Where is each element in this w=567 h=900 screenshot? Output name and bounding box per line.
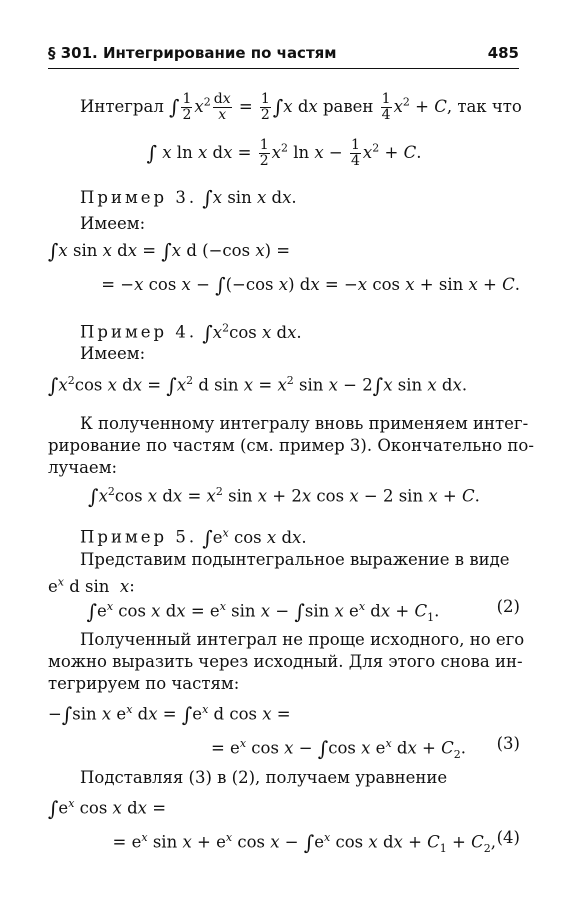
text-line: можно выразить через исходный. Для этого снова ин- [48, 652, 523, 671]
text-line [48, 572, 520, 597]
formula-line: −∫sin x $e^x$ dx = $\int e^x$ d cos x = [48, 702, 291, 727]
equation-number: (3) [496, 734, 520, 753]
text-line: лучаем: [48, 458, 118, 477]
text-line: Полученный интеграл не проще исходного, но его [80, 630, 525, 649]
formula: $\int e^x$ cos x dx. [202, 525, 307, 550]
example-heading [80, 318, 520, 343]
text-fragment: Интеграл [80, 97, 164, 116]
page-number: 485 [487, 44, 519, 62]
example-heading [80, 188, 520, 208]
text-line: Имеем: [80, 344, 146, 363]
example-label: Пример 4. [80, 322, 198, 342]
text-line: Представим подынтегральное выражение в виде [80, 550, 510, 569]
text-line: Имеем: [80, 214, 146, 233]
text-fragment: : [129, 576, 135, 596]
example-heading [80, 523, 520, 548]
formula: ∫x sin x dx. [202, 186, 297, 210]
example-label: Пример 5. [80, 527, 198, 547]
section-title: § 301. Интегрирование по частям [48, 44, 337, 62]
formula: $e^x$ d sin x [48, 575, 130, 596]
formula-line: = $e^x$ cos x − ∫cos x $e^x$ dx + $C_2$. (3) [210, 734, 520, 761]
formula-line: ∫ x ln x dx = $\frac{1}{2}$ $x^2$ ln x − $\frac{1}{4}$ $x^2 + C$. [146, 137, 422, 169]
text-fragment: равен [322, 97, 374, 116]
formula-line: $\int e^x$ cos x dx = $e^x$ sin x − ∫sin x $e^x$ dx + $C_1$. (2) [86, 597, 520, 624]
page-header [48, 38, 519, 69]
formula-line: = $e^x$ $\sin x + e^x$ $\cos x - \int e^x$ cos x dx + $C_1 + C_2$, (4) [112, 828, 520, 855]
text-fragment: , так что [446, 97, 522, 116]
text-line: К полученному интегралу вновь применяем интег- [80, 414, 529, 433]
formula-line: $\int x^2\cos$ x dx = $\int x^2$ d $\sin x = x^2$ sin x − 2∫x sin x dx. [48, 373, 468, 398]
text-line: Подставляя (3) в (2), получаем уравнение [80, 768, 448, 787]
equation-number: (2) [496, 597, 520, 616]
formula: ∫ $\frac{1}{2}$ $x^2$ $\frac{dx}{x}$ = $\frac{1}{2}$ ∫x dx [169, 91, 318, 123]
formula-line: $\int e^x$ cos x dx = [48, 796, 167, 821]
formula: $\int x^2\cos$ x dx. [202, 320, 302, 345]
equation-number: (4) [496, 828, 520, 847]
text-line: рирование по частям (см. пример 3). Окончательно по- [48, 436, 534, 455]
example-label: Пример 3. [80, 188, 198, 207]
text-line [80, 92, 520, 123]
formula: $\frac{1}{4}$ $x^2 + C$ [381, 91, 447, 123]
formula-line: ∫x sin x dx = ∫x d (−cos x) = [48, 239, 291, 263]
text-line: тегрируем по частям: [48, 674, 240, 693]
formula-line: = −x cos x − ∫(−cos x) dx = −x cos x + sin x + C. [101, 273, 520, 297]
formula-line: $\int x^2\cos$ x dx = $x^2$ sin x + 2x cos x − 2 sin x + C. [88, 484, 480, 509]
